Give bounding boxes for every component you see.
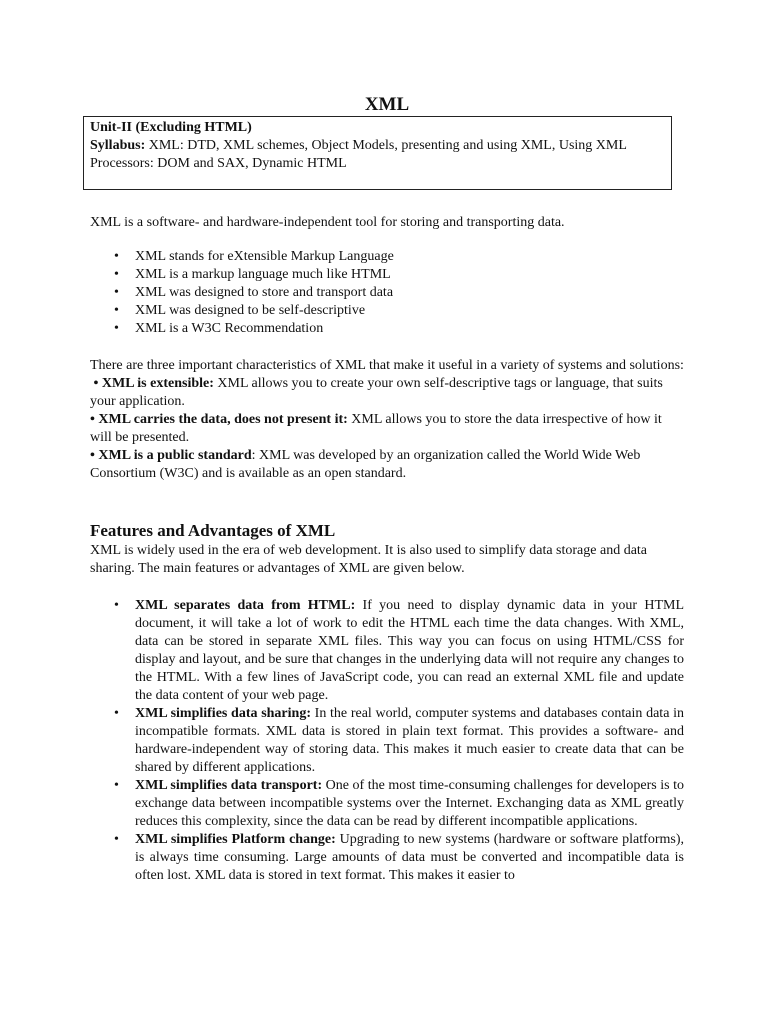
list-item [90,597,684,705]
syllabus-box [83,116,672,190]
characteristics-intro: There are three important characteristics of XML that make it useful in a variety of systems and solutions: [90,358,684,373]
xml-facts-list [90,248,684,338]
characteristic-text: : XML was developed by an organization called the World Wide Web Consortium (W3C) and is available as an open standard. [90,448,641,481]
page-title: XML [364,94,410,115]
feature-title: XML separates data from HTML: [135,598,356,613]
syllabus-content: XML: DTD, XML schemes, Object Models, presenting and using XML, Using XML Processors: DOM and SAX, Dynamic HTML [90,138,627,171]
feature-text: Upgrading to new systems (hardware or software platforms), is always time consuming. Large amounts of data must be converted and incompatible data is often lost. XML data is stored in text format. This makes it easier to [135,832,684,883]
syllabus-label: Syllabus: [90,138,146,153]
characteristic-item [90,375,684,411]
list-item [90,831,684,885]
bullet-icon: • [114,706,119,721]
feature-text: One of the most time-consuming challenges for developers is to exchange data between incompatible systems over the Internet. Exchanging data as XML greatly reduces this complexity, since the data can be read by different incompatible applications. [135,778,684,829]
characteristic-item [90,447,684,483]
bullet-icon: • [114,285,119,300]
list-item [90,284,684,302]
bullet-icon: • [114,267,119,282]
syllabus-text [90,137,665,173]
intro-paragraph: XML is a software- and hardware-independent tool for storing and transporting data. [90,215,565,230]
characteristic-title: • XML carries the data, does not present it: [90,412,348,427]
list-item [90,266,684,284]
unit-heading: Unit-II (Excluding HTML) [90,120,252,135]
feature-title: XML simplifies data transport: [135,778,323,793]
features-list [90,597,684,885]
feature-title: XML simplifies Platform change: [135,832,336,847]
list-item [90,248,684,266]
feature-text: In the real world, computer systems and databases contain data in incompatible formats. XML data is stored in plain text format. This provides a software- and hardware-independent way of storing data. This makes it much easier to create data that can be shared by different applications. [135,706,684,775]
list-item-text: XML is a W3C Recommendation [135,321,324,336]
list-item [90,302,684,320]
bullet-icon: • [114,249,119,264]
characteristic-title: • XML is a public standard [90,448,252,463]
features-heading: Features and Advantages of XML [90,521,336,540]
list-item-text: XML stands for eXtensible Markup Language [135,249,394,264]
features-intro: XML is widely used in the era of web development. It is also used to simplify data storage and data sharing. The main features or advantages of XML are given below. [90,543,648,576]
characteristic-item [90,411,684,447]
list-item [90,705,684,777]
bullet-icon: • [114,778,119,793]
characteristic-text: XML allows you to create your own self-descriptive tags or language, that suits your application. [90,376,663,409]
characteristic-text: XML allows you to store the data irrespective of how it will be presented. [90,412,662,445]
list-item-text: XML is a markup language much like HTML [135,267,391,282]
list-item [90,320,684,338]
list-item [90,777,684,831]
bullet-icon: • [114,303,119,318]
bullet-icon: • [114,321,119,336]
list-item-text: XML was designed to store and transport data [135,285,394,300]
bullet-icon: • [114,598,119,613]
feature-title: XML simplifies data sharing: [135,706,311,721]
list-item-text: XML was designed to be self-descriptive [135,303,366,318]
characteristics-section [90,357,684,483]
bullet-icon: • [114,832,119,847]
characteristic-title: • XML is extensible: [93,376,214,391]
feature-text: If you need to display dynamic data in your HTML document, it will take a lot of work to edit the HTML each time the data changes. With XML, data can be stored in separate XML files. This way you can focus on using HTML/CSS for display and layout, and be sure that changes in the underlying data will not require any changes to the HTML. With a few lines of JavaScript code, you can read an external XML file and update the data content of your web page. [135,598,684,703]
